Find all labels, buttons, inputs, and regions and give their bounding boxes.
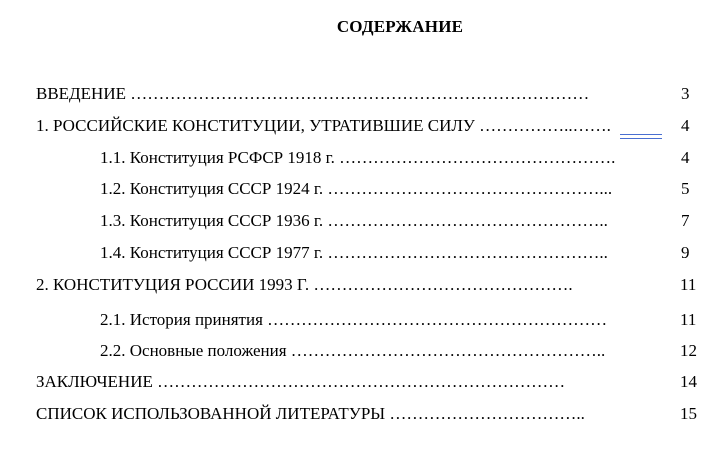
toc-entry-text: 2.1. История принятия …………………………………………………… [100,310,608,329]
toc-entry-text: ВВЕДЕНИЕ ……………………………………………………………………… [36,84,590,103]
toc-entry-text: 2.2. Основные положения ……………………………………………….. [100,341,606,360]
toc-entry-text: 1.4. Конституция СССР 1977 г. ………………………………………….. [100,243,608,262]
toc-entry-section-1-2 [0,177,718,201]
toc-entry-text: 1.3. Конституция СССР 1936 г. ………………………………………….. [100,211,613,230]
toc-entry-conclusion [0,370,718,394]
toc-entry-page: 12 [680,341,697,360]
toc-entry-text: ЗАКЛЮЧЕНИЕ ……………………………………………………………… [36,372,566,391]
toc-entry-section-1 [0,114,718,138]
toc-entry-text: СПИСОК ИСПОЛЬЗОВАННОЙ ЛИТЕРАТУРЫ …………………………….. [36,404,585,423]
toc-entry-section-2 [0,273,718,297]
toc-entry-section-2-2 [0,339,718,363]
toc-entry-page: 4 [681,148,690,167]
toc-entry-section-1-1 [0,146,718,170]
grammar-underline [620,134,662,139]
toc-entry-page: 11 [680,310,697,329]
toc-entry-page: 15 [680,404,697,423]
toc-entry-page: 5 [681,179,690,198]
toc-title: СОДЕРЖАНИЕ [336,17,464,36]
toc-entry-text: 2. КОНСТИТУЦИЯ РОССИИ 1993 Г. ………………………………………. [36,275,573,294]
toc-entry-section-2-1 [0,308,718,332]
toc-entry-page: 11 [680,275,697,294]
toc-entry-page: 3 [681,84,690,103]
toc-entry-section-1-4 [0,241,718,265]
toc-entry-text: 1. РОССИЙСКИЕ КОНСТИТУЦИИ, УТРАТИВШИЕ СИЛУ ……………..……. [36,116,611,135]
toc-entry-introduction [0,82,718,106]
toc-entry-text: 1.2. Конституция СССР 1924 г. …………………………………………... [100,179,613,198]
toc-entry-page: 7 [681,211,690,230]
toc-entry-text: 1.1. Конституция РСФСР 1918 г. …………………………………………. [100,148,616,167]
toc-entry-page: 14 [680,372,697,391]
toc-entry-page: 9 [681,243,690,262]
toc-entry-section-1-3 [0,209,718,233]
toc-entry-bibliography [0,402,718,426]
toc-entry-page: 4 [681,116,690,135]
